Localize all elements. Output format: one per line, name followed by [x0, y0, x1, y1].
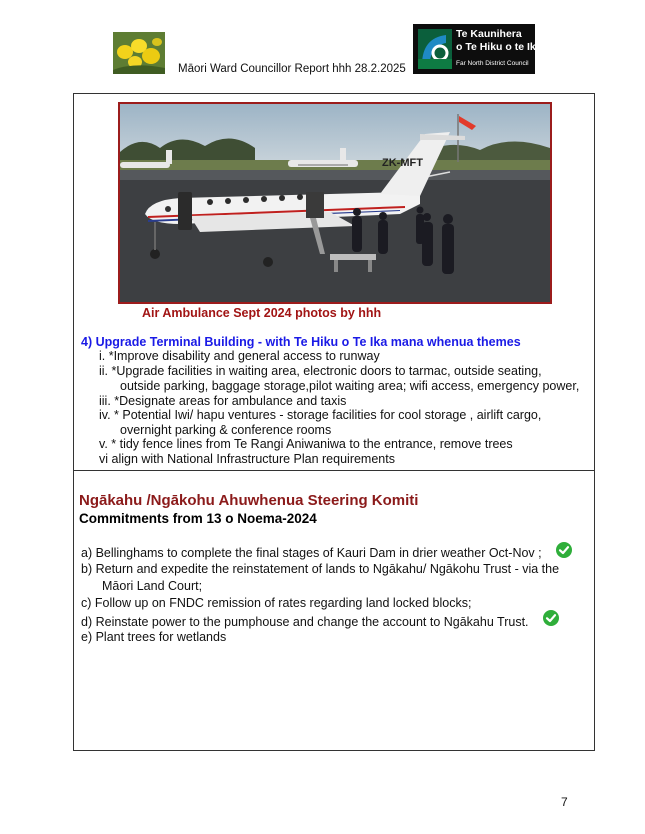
photo-caption: Air Ambulance Sept 2024 photos by hhh: [142, 306, 382, 320]
report-title: Māori Ward Councillor Report hhh 28.2.2025: [178, 63, 406, 75]
list-item: vi align with National Infrastructure Plan requirements: [99, 452, 395, 466]
list-item: c) Follow up on FNDC remission of rates regarding land locked blocks;: [81, 596, 472, 610]
list-item: iii. *Designate areas for ambulance and taxis: [99, 394, 347, 408]
fndc-logo: [413, 24, 542, 74]
plane-registration: ZK-MFT: [382, 157, 423, 169]
list-item: a) Bellinghams to complete the final stages of Kauri Dam in drier weather Oct-Nov ;: [81, 546, 542, 560]
komiti-title: Ngākahu /Ngākohu Ahuwhenua Steering Komiti: [79, 492, 419, 509]
list-item: d) Reinstate power to the pumphouse and change the account to Ngākahu Trust.: [81, 615, 529, 629]
list-item: overnight parking & conference rooms: [120, 423, 332, 437]
logo-line-1: Te Kaunihera: [456, 28, 522, 40]
checkmark-icon: [556, 542, 572, 558]
logo-line-2: o Te Hiku o te Ika: [456, 41, 542, 53]
list-item: iv. * Potential Iwi/ hapu ventures - storage facilities for cool storage , airlift cargo,: [99, 408, 542, 422]
list-item: e) Plant trees for wetlands: [81, 630, 227, 644]
checkmark-icon: [543, 610, 559, 626]
list-item: Māori Land Court;: [102, 579, 203, 593]
koru-emblem-icon: [418, 29, 452, 69]
komiti-subtitle: Commitments from 13 o Noema-2024: [79, 511, 317, 526]
list-item: b) Return and expedite the reinstatement of lands to Ngākahu/ Ngākohu Trust - via the: [81, 562, 560, 576]
list-item: v. * tidy fence lines from Te Rangi Aniwaniwa to the entrance, remove trees: [99, 437, 513, 451]
kowhai-flower-logo: [113, 32, 165, 74]
page-number: 7: [561, 795, 568, 809]
air-ambulance-photo: [118, 102, 552, 304]
list-item: i. *Improve disability and general access to runway: [99, 349, 380, 363]
logo-line-3: Far North District Council: [456, 60, 529, 67]
section-4-heading: 4) Upgrade Terminal Building - with Te Hiku o Te Ika mana whenua themes: [81, 335, 521, 349]
list-item: ii. *Upgrade facilities in waiting area, electronic doors to tarmac, outside seating,: [99, 364, 542, 378]
list-item: outside parking, baggage storage,pilot waiting area; wifi access, emergency power,: [120, 379, 580, 393]
